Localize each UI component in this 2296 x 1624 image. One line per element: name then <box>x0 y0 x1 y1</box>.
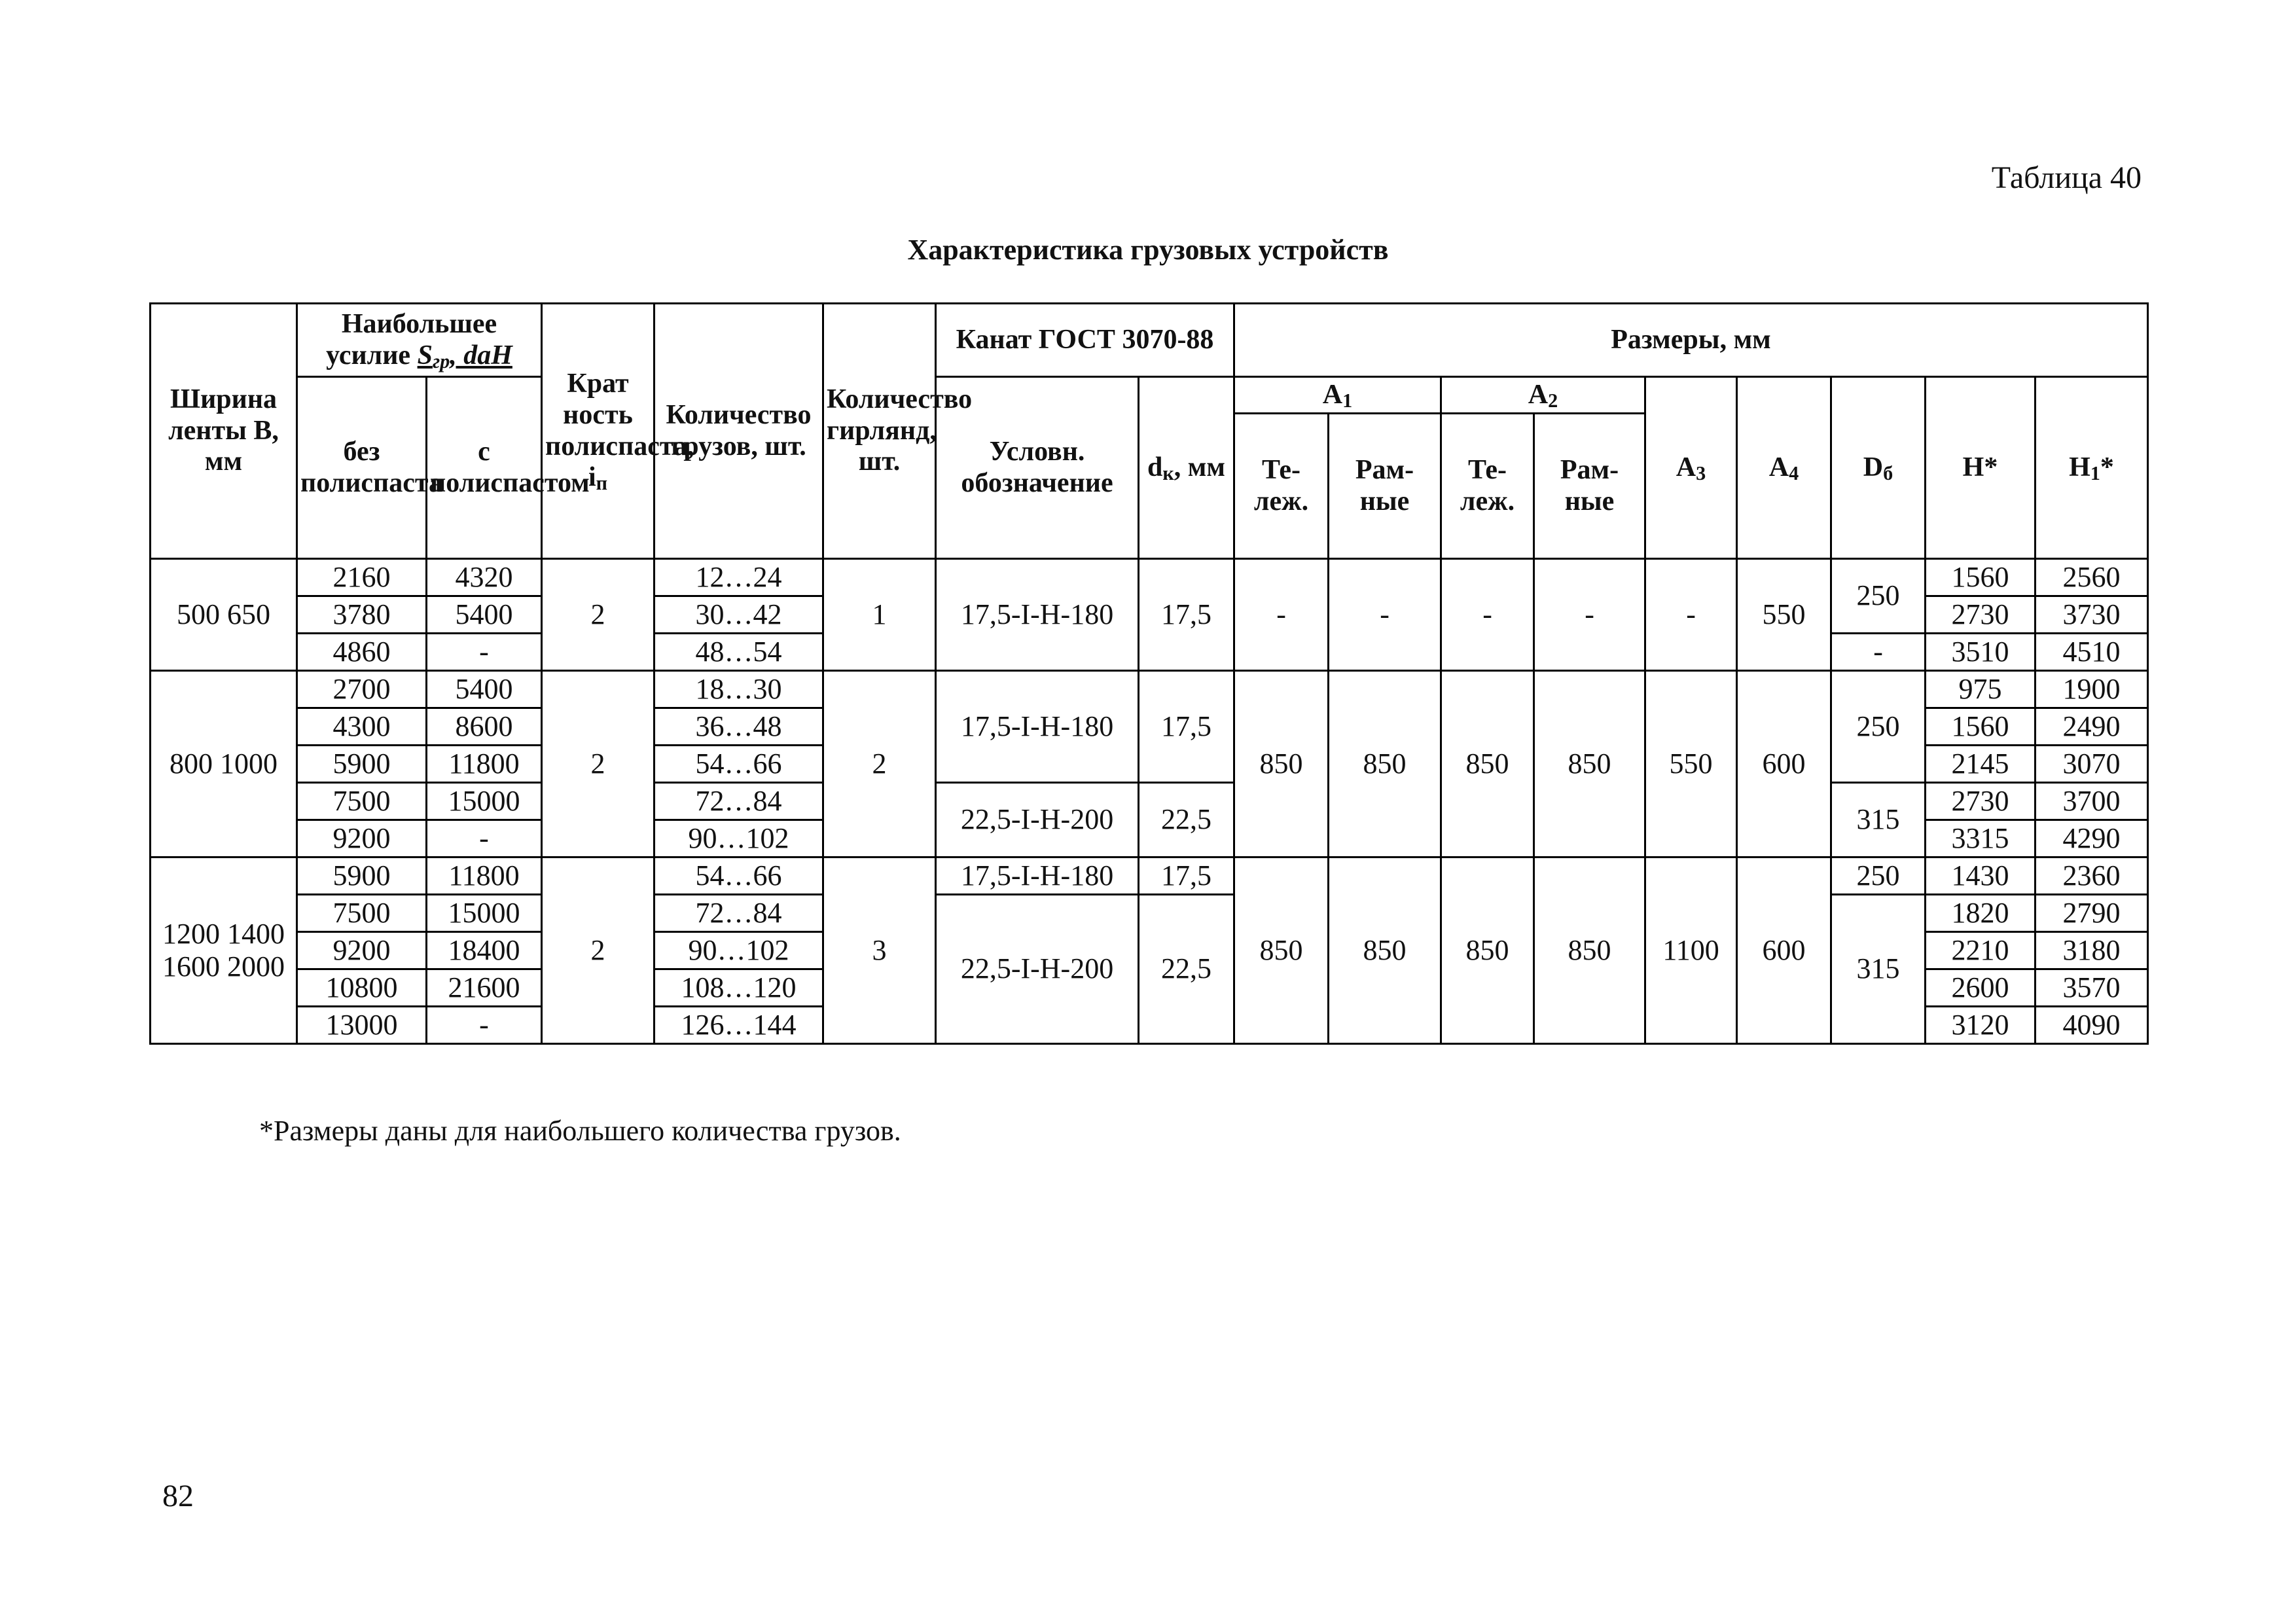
cell-force-with: 21600 <box>427 969 542 1007</box>
header-a2-trolley: Те-леж. <box>1441 414 1534 559</box>
cell-h: 3510 <box>1926 634 2036 671</box>
cell-a2-frame: 850 <box>1534 857 1645 1044</box>
cell-force-with: 4320 <box>427 559 542 596</box>
cell-belt-width: 500 650 <box>151 559 297 671</box>
header-a3: $А_3$ <box>1645 377 1737 559</box>
cell-belt-width: 800 1000 <box>151 671 297 857</box>
cell-a1-trolley: 850 <box>1234 857 1329 1044</box>
cell-weights: 72…84 <box>655 895 823 932</box>
header-a1-frame: Рам-ные <box>1329 414 1441 559</box>
table-row <box>151 857 2148 895</box>
header-a1: $А_1$ <box>1234 377 1441 414</box>
cell-force-with: 5400 <box>427 596 542 634</box>
cell-belt-width: 1200 1400 1600 2000 <box>151 857 297 1044</box>
cell-multiplicity: 2 <box>542 671 655 857</box>
cell-db: - <box>1831 634 1926 671</box>
cell-rope-designation: 17,5-I-Н-180 <box>936 559 1139 671</box>
cell-h: 2730 <box>1926 596 2036 634</box>
header-multiplicity: Крат ность полиспаста, $i_п$ <box>542 304 655 559</box>
cell-weights: 36…48 <box>655 708 823 746</box>
cell-h1: 3570 <box>2036 969 2148 1007</box>
cell-force-without: 7500 <box>297 895 427 932</box>
table-body <box>151 559 2148 1044</box>
cell-a4: 550 <box>1737 559 1831 671</box>
table-number-label: Таблица 40 <box>1991 160 2142 195</box>
cell-force-without: 2700 <box>297 671 427 708</box>
cell-h: 2145 <box>1926 746 2036 783</box>
header-a2-frame: Рам-ные <box>1534 414 1645 559</box>
cell-h: 2210 <box>1926 932 2036 969</box>
header-weights-count: Количество грузов, шт. <box>655 304 823 559</box>
header-max-force-symbol: $S_{гр}$, daН <box>417 340 512 372</box>
cell-a3: - <box>1645 559 1737 671</box>
cell-h: 2730 <box>1926 783 2036 820</box>
cell-force-with: 8600 <box>427 708 542 746</box>
cell-a1-frame: - <box>1329 559 1441 671</box>
cell-force-without: 9200 <box>297 820 427 857</box>
header-max-force-label: Наибольшее усилие <box>326 308 497 370</box>
cell-a3: 1100 <box>1645 857 1737 1044</box>
footnote: *Размеры даны для наибольшего количества грузов. <box>259 1115 901 1147</box>
cell-weights: 108…120 <box>655 969 823 1007</box>
cell-h1: 3730 <box>2036 596 2148 634</box>
table-row <box>151 559 2148 596</box>
table-title: Характеристика грузовых устройств <box>907 234 1389 266</box>
cell-h: 3120 <box>1926 1007 2036 1044</box>
cargo-devices-table <box>149 302 2149 1045</box>
cell-rope-diameter: 22,5 <box>1139 895 1234 1044</box>
cell-a1-trolley: - <box>1234 559 1329 671</box>
cell-h1: 2360 <box>2036 857 2148 895</box>
cell-a4: 600 <box>1737 671 1831 857</box>
cell-a1-frame: 850 <box>1329 857 1441 1044</box>
cell-rope-designation: 22,5-I-Н-200 <box>936 895 1139 1044</box>
cell-force-with: 18400 <box>427 932 542 969</box>
cell-db: 315 <box>1831 895 1926 1044</box>
cell-h: 2600 <box>1926 969 2036 1007</box>
table-row <box>151 671 2148 708</box>
cell-h: 1560 <box>1926 559 2036 596</box>
cell-weights: 18…30 <box>655 671 823 708</box>
cell-h: 1820 <box>1926 895 2036 932</box>
cell-a2-trolley: - <box>1441 559 1534 671</box>
page-number: 82 <box>162 1479 194 1513</box>
cell-rope-diameter: 17,5 <box>1139 559 1234 671</box>
cell-weights: 90…102 <box>655 820 823 857</box>
table-header <box>151 304 2148 559</box>
cell-a4: 600 <box>1737 857 1831 1044</box>
cell-h1: 2490 <box>2036 708 2148 746</box>
cell-force-without: 13000 <box>297 1007 427 1044</box>
cell-force-with: 5400 <box>427 671 542 708</box>
cell-weights: 90…102 <box>655 932 823 969</box>
header-rope-designation: Условн. обозначение <box>936 377 1139 559</box>
cell-weights: 54…66 <box>655 857 823 895</box>
cell-force-with: - <box>427 634 542 671</box>
cell-multiplicity: 2 <box>542 857 655 1044</box>
cell-force-without: 2160 <box>297 559 427 596</box>
header-garlands-count: Количество гирлянд, шт. <box>823 304 936 559</box>
cell-force-without: 3780 <box>297 596 427 634</box>
header-a4: $А_4$ <box>1737 377 1831 559</box>
cell-h: 1430 <box>1926 857 2036 895</box>
table-row <box>151 895 2148 932</box>
cell-weights: 12…24 <box>655 559 823 596</box>
cell-h1: 4090 <box>2036 1007 2148 1044</box>
cell-rope-designation: 17,5-I-Н-180 <box>936 857 1139 895</box>
cell-db: 315 <box>1831 783 1926 857</box>
cell-rope-designation: 22,5-I-Н-200 <box>936 783 1139 857</box>
cell-weights: 54…66 <box>655 746 823 783</box>
cell-force-with: - <box>427 820 542 857</box>
cell-h1: 2790 <box>2036 895 2148 932</box>
cell-rope-diameter: 22,5 <box>1139 783 1234 857</box>
header-rope: Канат ГОСТ 3070-88 <box>936 304 1234 377</box>
cell-h1: 2560 <box>2036 559 2148 596</box>
cell-a1-frame: 850 <box>1329 671 1441 857</box>
cell-weights: 72…84 <box>655 783 823 820</box>
cell-h: 1560 <box>1926 708 2036 746</box>
cell-rope-diameter: 17,5 <box>1139 671 1234 783</box>
cell-a3: 550 <box>1645 671 1737 857</box>
header-a2: $А_2$ <box>1441 377 1645 414</box>
cell-a2-frame: 850 <box>1534 671 1645 857</box>
cell-force-without: 10800 <box>297 969 427 1007</box>
cell-garlands: 1 <box>823 559 936 671</box>
cell-h: 975 <box>1926 671 2036 708</box>
cell-a1-trolley: 850 <box>1234 671 1329 857</box>
cell-a2-trolley: 850 <box>1441 671 1534 857</box>
cell-a2-trolley: 850 <box>1441 857 1534 1044</box>
cell-db: 250 <box>1831 857 1926 895</box>
cell-weights: 30…42 <box>655 596 823 634</box>
cell-force-without: 5900 <box>297 746 427 783</box>
cell-garlands: 2 <box>823 671 936 857</box>
cell-h1: 4510 <box>2036 634 2148 671</box>
cell-db: 250 <box>1831 671 1926 783</box>
header-h1: $Н_1*$ <box>2036 377 2148 559</box>
header-with-block: с полиспастом <box>427 377 542 559</box>
table-row <box>151 783 2148 820</box>
cell-h1: 4290 <box>2036 820 2148 857</box>
header-h: Н* <box>1926 377 2036 559</box>
cell-force-without: 9200 <box>297 932 427 969</box>
cell-h1: 1900 <box>2036 671 2148 708</box>
cell-h: 3315 <box>1926 820 2036 857</box>
cell-force-without: 4300 <box>297 708 427 746</box>
cell-garlands: 3 <box>823 857 936 1044</box>
header-without-block: без полиспаста <box>297 377 427 559</box>
header-belt-width: Ширина ленты В, мм <box>151 304 297 559</box>
cell-h1: 3070 <box>2036 746 2148 783</box>
cell-weights: 48…54 <box>655 634 823 671</box>
cell-rope-designation: 17,5-I-Н-180 <box>936 671 1139 783</box>
cell-rope-diameter: 17,5 <box>1139 857 1234 895</box>
cell-a2-frame: - <box>1534 559 1645 671</box>
cell-force-with: - <box>427 1007 542 1044</box>
cell-force-with: 15000 <box>427 783 542 820</box>
header-db: $D_б$ <box>1831 377 1926 559</box>
header-rope-diameter: $d_к$, мм <box>1139 377 1234 559</box>
cell-force-with: 11800 <box>427 857 542 895</box>
cell-force-without: 4860 <box>297 634 427 671</box>
cell-h1: 3180 <box>2036 932 2148 969</box>
cell-force-without: 7500 <box>297 783 427 820</box>
cell-db: 250 <box>1831 559 1926 634</box>
header-dimensions: Размеры, мм <box>1234 304 2148 377</box>
cell-multiplicity: 2 <box>542 559 655 671</box>
cell-force-without: 5900 <box>297 857 427 895</box>
cell-force-with: 11800 <box>427 746 542 783</box>
header-a1-trolley: Те-леж. <box>1234 414 1329 559</box>
header-max-force <box>297 304 542 377</box>
cell-h1: 3700 <box>2036 783 2148 820</box>
cell-weights: 126…144 <box>655 1007 823 1044</box>
cell-force-with: 15000 <box>427 895 542 932</box>
